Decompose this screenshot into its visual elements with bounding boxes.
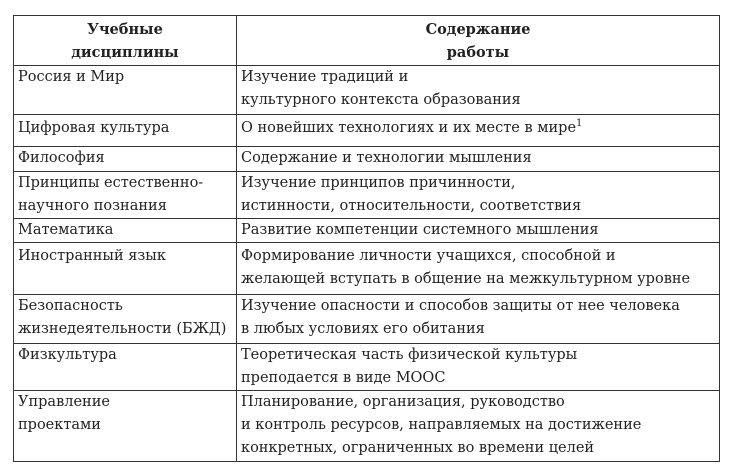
header-disciplines: Учебные дисциплины (14, 16, 237, 66)
discipline-cell: Философия (14, 147, 237, 172)
discipline-cell: Физкультура (14, 344, 237, 391)
content-cell: Изучение принципов причинности, истинности, относительности, соответствия (237, 172, 720, 219)
header-content: Содержание работы (237, 16, 720, 66)
content-cell: Теоретическая часть физической культуры преподается в виде МООС (237, 344, 720, 391)
footnote-marker: 1 (576, 118, 583, 130)
table-row (14, 391, 720, 462)
discipline-cell: Безопасность жизнедеятельности (БЖД) (14, 295, 237, 344)
table-row (14, 66, 720, 115)
table-row (14, 219, 720, 243)
discipline-cell: Принципы естественно- научного познания (14, 172, 237, 219)
content-cell: Формирование личности учащихся, способной и желающей вступать в общение на межкультурном уровне (237, 243, 720, 295)
disciplines-table (13, 15, 720, 462)
table-row (14, 243, 720, 295)
table-row (14, 115, 720, 147)
content-cell: Развитие компетенции системного мышления (237, 219, 720, 243)
discipline-cell: Цифровая культура (14, 115, 237, 147)
table-row (14, 147, 720, 172)
discipline-cell: Россия и Мир (14, 66, 237, 115)
discipline-cell: Управление проектами (14, 391, 237, 462)
table-row (14, 295, 720, 344)
discipline-cell: Иностранный язык (14, 243, 237, 295)
table-row (14, 172, 720, 219)
discipline-cell: Математика (14, 219, 237, 243)
table-row (14, 344, 720, 391)
content-cell: Изучение традиций и культурного контекста образования (237, 66, 720, 115)
content-cell: О новейших технологиях и их месте в мире$^1$ (237, 115, 720, 147)
content-cell: Планирование, организация, руководство и контроль ресурсов, направляемых на достижение конкретных, ограниченных во времени целей (237, 391, 720, 462)
content-cell: Содержание и технологии мышления (237, 147, 720, 172)
table-header-row (14, 16, 720, 66)
content-cell: Изучение опасности и способов защиты от нее человека в любых условиях его обитания (237, 295, 720, 344)
